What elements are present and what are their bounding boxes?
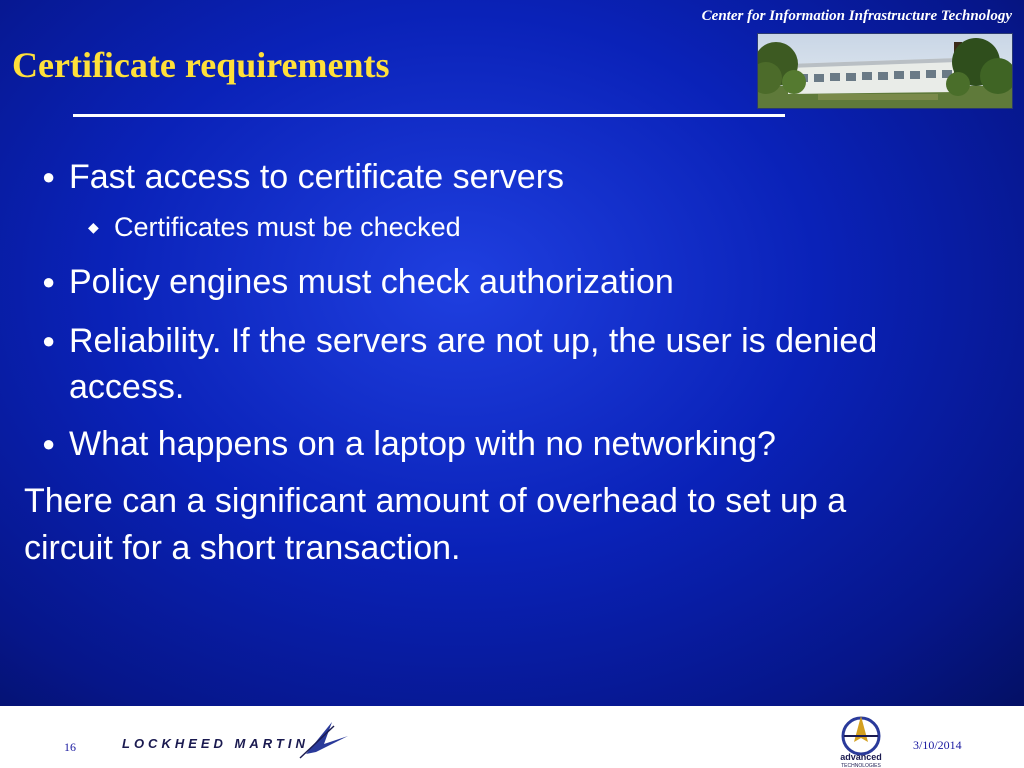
lockheed-martin-logo bbox=[120, 718, 350, 760]
sub-bullet-item bbox=[88, 210, 461, 244]
sub-bullet-text: Certificates must be checked bbox=[114, 212, 461, 242]
page-number: 16 bbox=[64, 740, 76, 754]
advanced-technologies-logo bbox=[830, 712, 892, 768]
slide-title: Certificate requirements bbox=[12, 45, 390, 85]
organization-name: Center for Information Infrastructure Technology bbox=[701, 8, 1012, 24]
company-logo-text: LOCKHEED MARTIN bbox=[122, 736, 309, 751]
round-bullet-icon: ● bbox=[42, 328, 56, 353]
diamond-bullet-icon: ◆ bbox=[88, 219, 99, 235]
bullet-item bbox=[42, 421, 902, 467]
bullet-text: Fast access to certificate servers bbox=[69, 158, 565, 196]
bullet-text: Reliability. If the servers are not up, the user is denied access. bbox=[69, 322, 878, 406]
bullet-item bbox=[42, 154, 902, 200]
slide-date: 3/10/2014 bbox=[913, 738, 962, 752]
bullet-item bbox=[42, 259, 902, 305]
bullet-text: Policy engines must check authorization bbox=[69, 263, 674, 301]
slide-footer bbox=[0, 706, 1024, 768]
bullet-item bbox=[42, 318, 902, 410]
bullet-text: What happens on a laptop with no networking? bbox=[69, 425, 776, 463]
advanced-logo-text: advanced bbox=[840, 752, 882, 762]
round-bullet-icon: ● bbox=[42, 269, 56, 294]
round-bullet-icon: ● bbox=[42, 164, 56, 189]
advanced-logo-subtext: TECHNOLOGIES bbox=[841, 763, 881, 768]
round-bullet-icon: ● bbox=[42, 431, 56, 456]
summary-paragraph: There can a significant amount of overhead to set up a circuit for a short transaction. bbox=[24, 482, 847, 567]
